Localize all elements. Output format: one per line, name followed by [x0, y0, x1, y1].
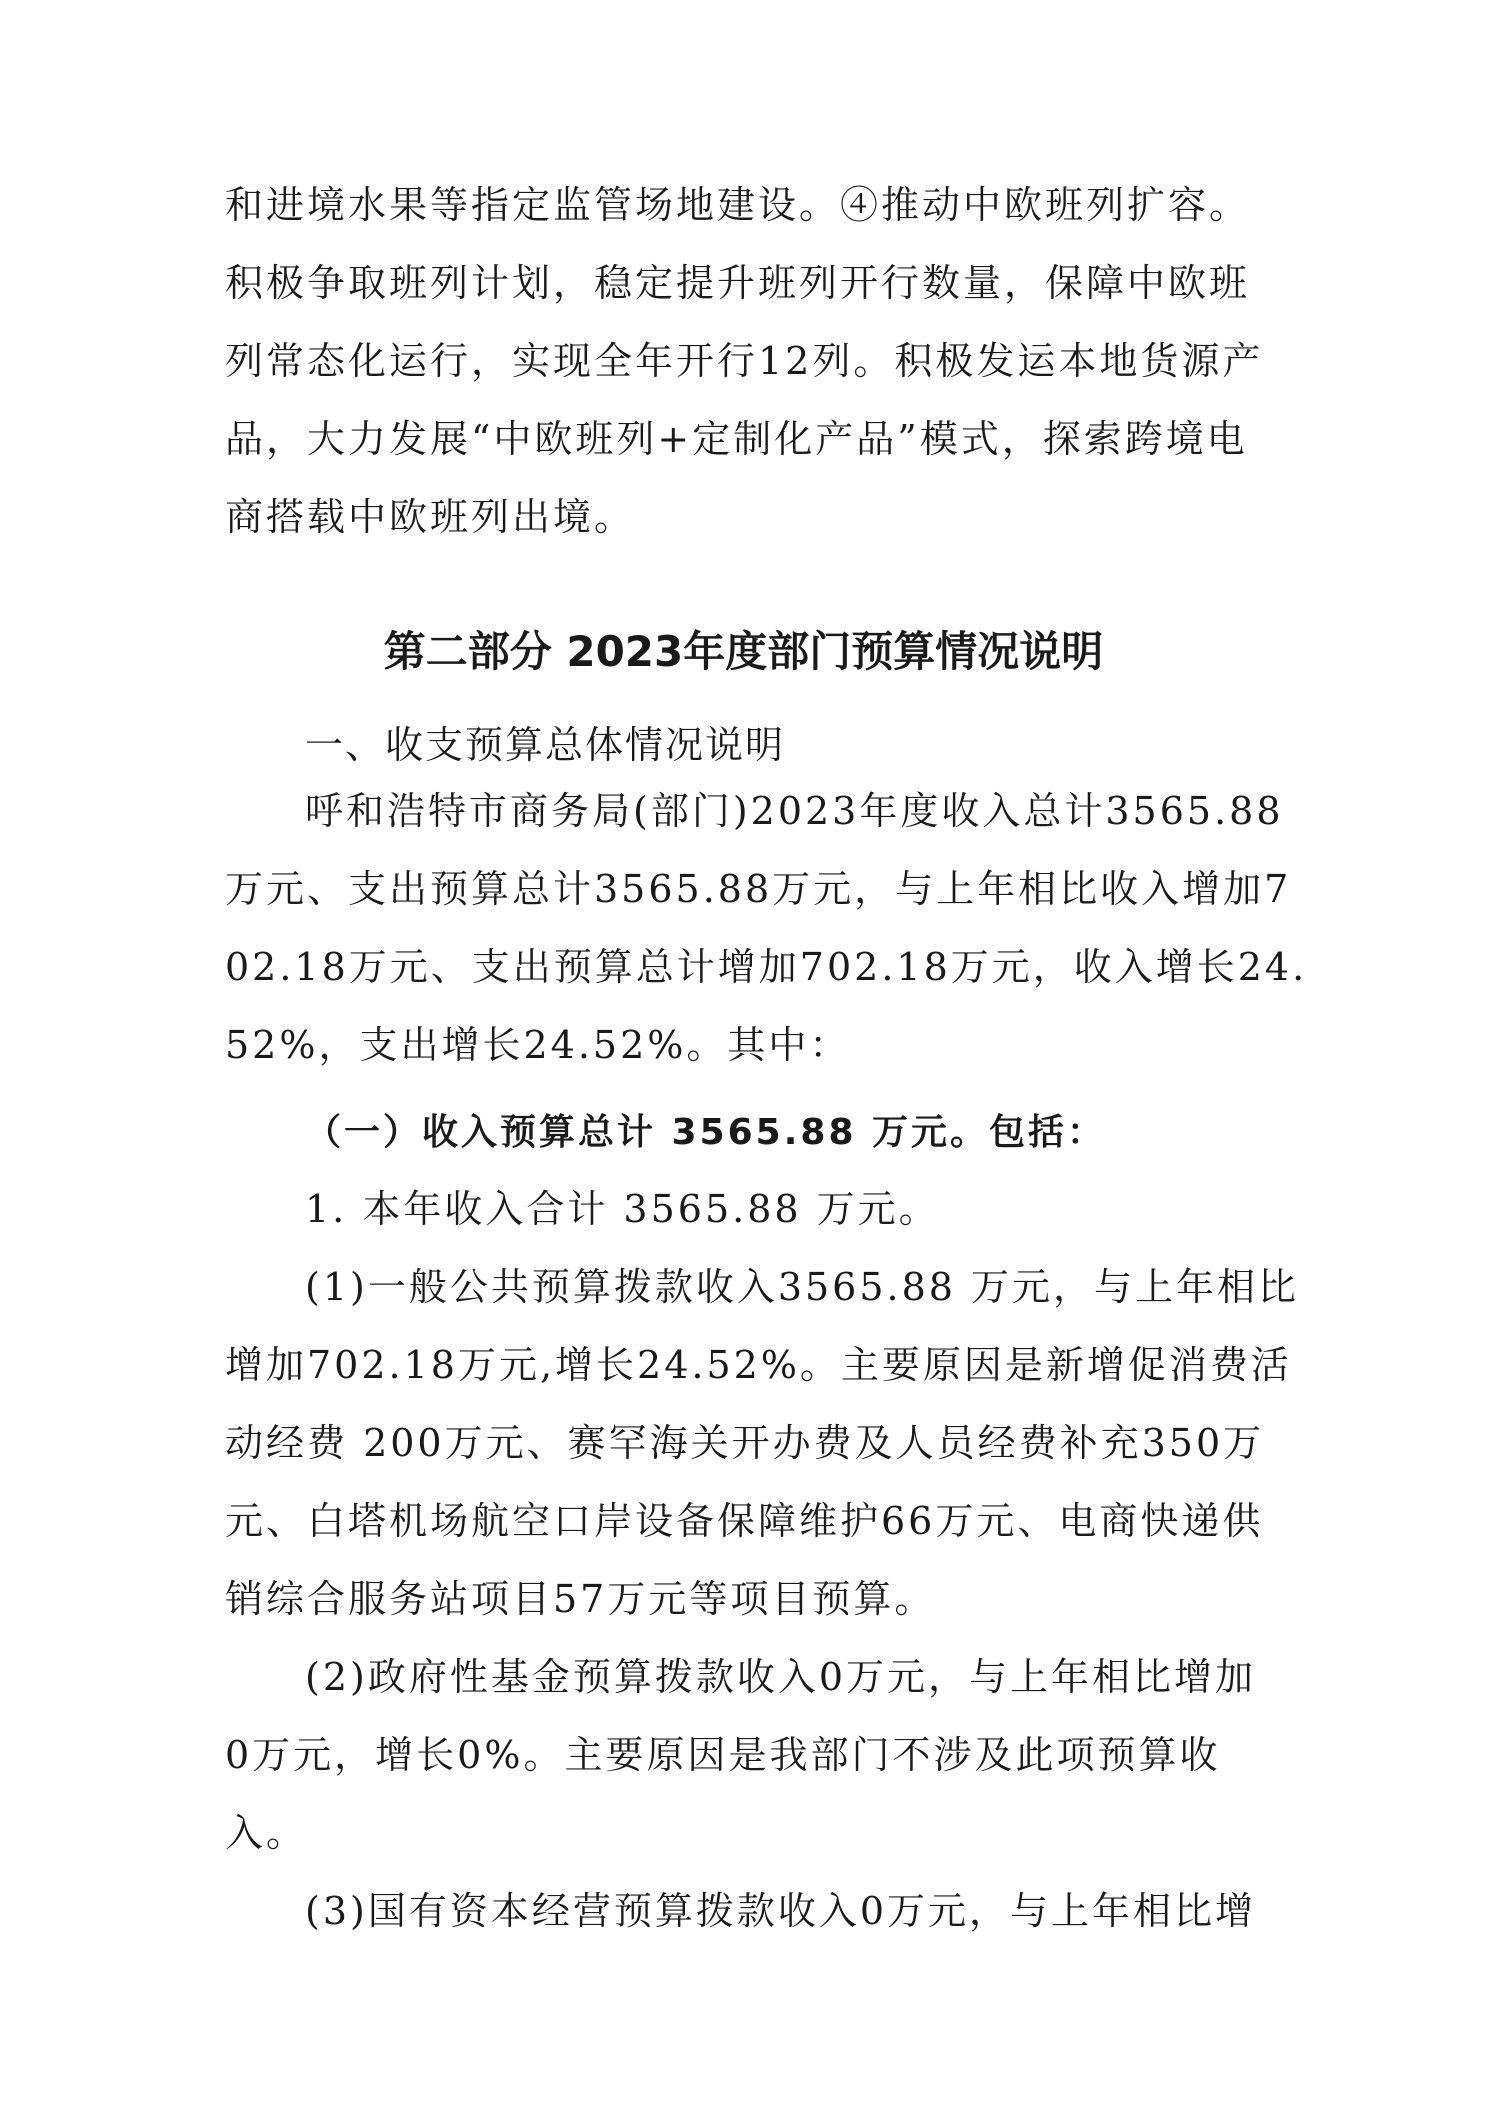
para-line: (3)国有资本经营预算拨款收入0万元，与上年相比增	[305, 1889, 1257, 1933]
intro-line: 积极争取班列计划，稳定提升班列开行数量，保障中欧班	[225, 261, 1251, 305]
intro-line: 列常态化运行，实现全年开行12列。积极发运本地货源产	[225, 339, 1264, 383]
subsection-heading: （一）收入预算总计 3565.88 万元。包括：	[305, 1112, 1107, 1153]
para-line: 元、白塔机场航空口岸设备保障维护66万元、电商快递供	[225, 1499, 1264, 1543]
section-heading: 一、收支预算总体情况说明	[305, 723, 786, 767]
para-line: 动经费 200万元、赛罕海关开办费及人员经费补充350万	[225, 1421, 1265, 1465]
para-line: 增加702.18万元,增长24.52%。主要原因是新增促消费活	[225, 1343, 1292, 1387]
para-line: 0万元，增长0%。主要原因是我部门不涉及此项预算收	[225, 1733, 1221, 1777]
list-item: 1. 本年收入合计 3565.88 万元。	[305, 1187, 940, 1231]
section-line: 万元、支出预算总计3565.88万元，与上年相比收入增加7	[225, 867, 1292, 911]
intro-line: 品，大力发展“中欧班列+定制化产品”模式，探索跨境电	[225, 417, 1248, 461]
section-line: 02.18万元、支出预算总计增加702.18万元，收入增长24.	[225, 945, 1308, 989]
part-title: 第二部分 2023年度部门预算情况说明	[383, 627, 1104, 676]
section-line: 52%，支出增长24.52%。其中：	[225, 1023, 851, 1067]
intro-line: 商搭载中欧班列出境。	[225, 495, 636, 539]
para-line: (1)一般公共预算拨款收入3565.88 万元，与上年相比	[305, 1265, 1300, 1309]
para-line: 入。	[225, 1811, 308, 1855]
para-line: 销综合服务站项目57万元等项目预算。	[225, 1577, 936, 1621]
section-line: 呼和浩特市商务局(部门)2023年度收入总计3565.88	[305, 789, 1284, 833]
intro-line: 和进境水果等指定监管场地建设。④推动中欧班列扩容。	[225, 183, 1251, 227]
para-line: (2)政府性基金预算拨款收入0万元，与上年相比增加	[305, 1655, 1257, 1699]
